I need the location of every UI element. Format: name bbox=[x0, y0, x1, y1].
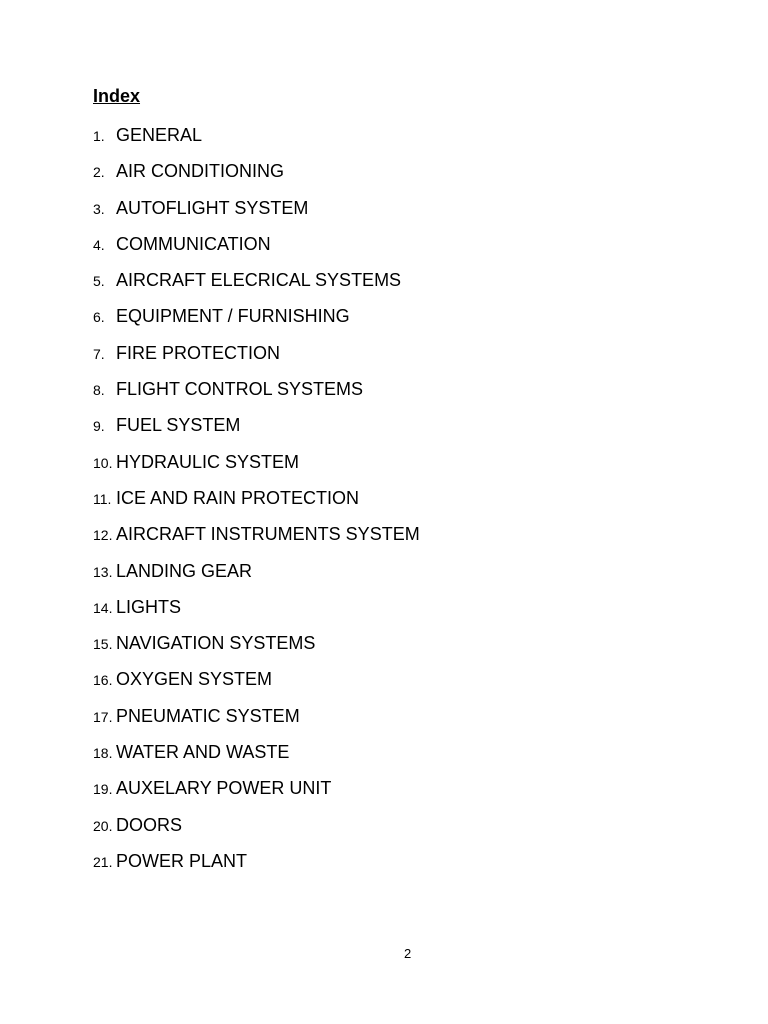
index-item-label: DOORS bbox=[116, 814, 183, 835]
index-item bbox=[93, 451, 420, 487]
index-item bbox=[93, 632, 420, 668]
index-item-number: 20. bbox=[93, 817, 113, 834]
index-item-number: 14. bbox=[93, 599, 113, 616]
index-item bbox=[93, 741, 420, 777]
index-list bbox=[93, 124, 420, 886]
index-item-number: 6. bbox=[93, 309, 105, 326]
index-item-label: AUXELARY POWER UNIT bbox=[116, 778, 332, 799]
index-item bbox=[93, 814, 420, 850]
index-item-label: COMMUNICATION bbox=[116, 233, 271, 254]
index-item-label: AIRCRAFT ELECRICAL SYSTEMS bbox=[116, 270, 402, 291]
index-item-number: 13. bbox=[93, 563, 113, 580]
index-item-number: 15. bbox=[93, 636, 113, 653]
index-item bbox=[93, 269, 420, 305]
index-item-number: 8. bbox=[93, 382, 105, 399]
index-item-label: HYDRAULIC SYSTEM bbox=[116, 451, 300, 472]
index-item-number: 18. bbox=[93, 745, 113, 762]
index-item-number: 9. bbox=[93, 418, 105, 435]
index-item-label: GENERAL bbox=[116, 125, 203, 145]
index-item bbox=[93, 850, 420, 886]
index-item-number: 7. bbox=[93, 345, 105, 362]
index-title: Index bbox=[93, 86, 141, 106]
index-item-label: WATER AND WASTE bbox=[116, 742, 290, 763]
index-item-label: AIRCRAFT INSTRUMENTS SYSTEM bbox=[116, 524, 420, 545]
index-item-label: AUTOFLIGHT SYSTEM bbox=[116, 197, 309, 218]
index-item-number: 4. bbox=[93, 236, 105, 253]
index-item-label: FIRE PROTECTION bbox=[116, 342, 281, 363]
index-item-label: LANDING GEAR bbox=[116, 560, 253, 581]
index-item-number: 11. bbox=[93, 490, 112, 507]
index-item-label: PNEUMATIC SYSTEM bbox=[116, 705, 300, 726]
index-item bbox=[93, 560, 420, 596]
index-item-label: NAVIGATION SYSTEMS bbox=[116, 633, 316, 654]
index-item-number: 16. bbox=[93, 672, 113, 689]
index-item bbox=[93, 124, 420, 160]
page-number: 2 bbox=[404, 946, 412, 961]
index-item-label: EQUIPMENT / FURNISHING bbox=[116, 306, 350, 327]
index-item-label: OXYGEN SYSTEM bbox=[116, 669, 273, 690]
index-item-number: 3. bbox=[93, 200, 105, 217]
index-item bbox=[93, 487, 420, 523]
index-item-label: FUEL SYSTEM bbox=[116, 415, 241, 436]
index-item bbox=[93, 414, 420, 450]
index-item-number: 19. bbox=[93, 781, 113, 798]
index-item bbox=[93, 668, 420, 704]
index-item bbox=[93, 777, 420, 813]
index-item bbox=[93, 705, 420, 741]
index-item-label: AIR CONDITIONING bbox=[116, 161, 285, 182]
index-item-number: 10. bbox=[93, 454, 113, 471]
index-item-label: LIGHTS bbox=[116, 596, 182, 617]
index-item-label: POWER PLANT bbox=[116, 850, 248, 871]
index-item-number: 5. bbox=[93, 273, 105, 290]
index-item-number: 2. bbox=[93, 164, 105, 181]
index-item-label: FLIGHT CONTROL SYSTEMS bbox=[116, 379, 364, 400]
index-item bbox=[93, 596, 420, 632]
index-item bbox=[93, 233, 420, 269]
index-item-number: 17. bbox=[93, 708, 113, 725]
index-item bbox=[93, 197, 420, 233]
index-item bbox=[93, 305, 420, 341]
index-item-number: 12. bbox=[93, 527, 113, 544]
index-item bbox=[93, 342, 420, 378]
index-item-number: 21. bbox=[93, 853, 113, 870]
index-item bbox=[93, 523, 420, 559]
index-item bbox=[93, 160, 420, 196]
index-item-label: ICE AND RAIN PROTECTION bbox=[116, 487, 360, 508]
index-item-number: 1. bbox=[93, 128, 105, 144]
index-item bbox=[93, 378, 420, 414]
